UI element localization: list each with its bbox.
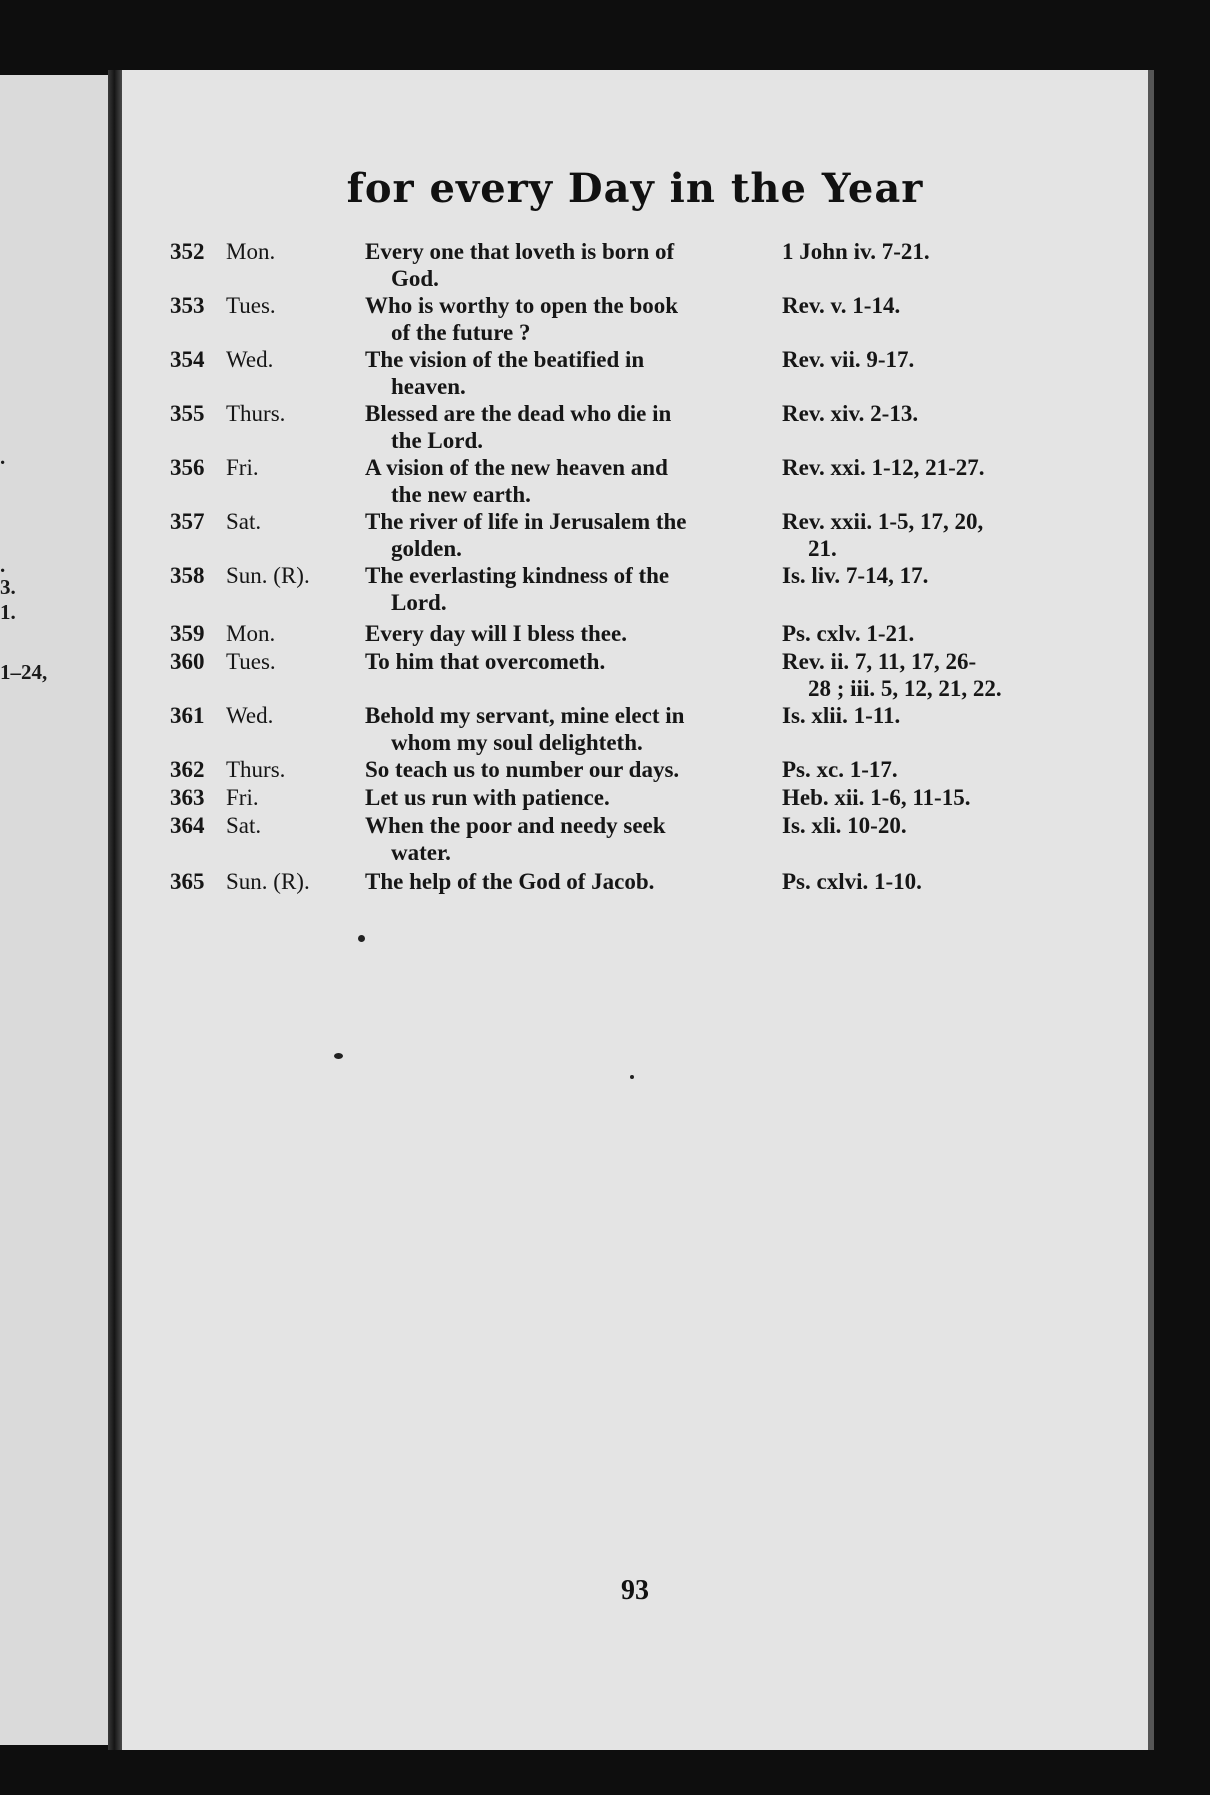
scripture-reference bbox=[782, 812, 1082, 839]
weekday: Thurs. bbox=[226, 757, 286, 782]
day-number: 364 bbox=[170, 813, 205, 838]
theme-line-continued: God. bbox=[391, 266, 439, 291]
ink-speck bbox=[358, 935, 365, 942]
day-number: 353 bbox=[170, 293, 205, 318]
day-number: 359 bbox=[170, 621, 205, 646]
reference-line: Ps. xc. 1-17. bbox=[782, 757, 898, 782]
day-number: 361 bbox=[170, 703, 205, 728]
theme-line: Who is worthy to open the book bbox=[365, 293, 679, 318]
weekday: Wed. bbox=[226, 703, 274, 728]
weekday: Sun. (R). bbox=[226, 869, 310, 894]
reference-line: Heb. xii. 1-6, 11-15. bbox=[782, 785, 971, 810]
weekday: Mon. bbox=[226, 239, 276, 264]
theme-line: Behold my servant, mine elect in bbox=[365, 703, 685, 728]
theme-line: Blessed are the dead who die in bbox=[365, 401, 672, 426]
theme-line-continued: golden. bbox=[391, 536, 462, 561]
reading-theme bbox=[365, 648, 765, 675]
day-number: 354 bbox=[170, 347, 205, 372]
weekday: Tues. bbox=[226, 293, 276, 318]
day-number: 358 bbox=[170, 563, 205, 588]
theme-line-continued: whom my soul delighteth. bbox=[391, 730, 643, 755]
theme-line: To him that overcometh. bbox=[365, 649, 606, 674]
weekday: Fri. bbox=[226, 455, 259, 480]
theme-line-continued: of the future ? bbox=[391, 320, 531, 345]
scripture-reference bbox=[782, 756, 1082, 783]
page-title: for every Day in the Year bbox=[346, 165, 924, 212]
theme-line: The help of the God of Jacob. bbox=[365, 869, 655, 894]
reading-theme bbox=[365, 756, 765, 783]
left-fragment: . bbox=[0, 553, 6, 577]
scripture-reference bbox=[782, 346, 1082, 373]
weekday: Thurs. bbox=[226, 401, 286, 426]
scripture-reference bbox=[782, 454, 1082, 481]
scripture-reference bbox=[782, 562, 1082, 589]
day-number: 365 bbox=[170, 869, 205, 894]
reading-theme bbox=[365, 454, 765, 508]
reading-theme bbox=[365, 508, 765, 562]
reference-line: Rev. v. 1-14. bbox=[782, 293, 901, 318]
reference-line: 1 John iv. 7-21. bbox=[782, 239, 930, 264]
left-fragment: 1–24, bbox=[0, 660, 48, 684]
scripture-reference bbox=[782, 702, 1082, 729]
ink-speck bbox=[334, 1053, 343, 1059]
scripture-reference bbox=[782, 620, 1082, 647]
weekday: Sat. bbox=[226, 509, 262, 534]
theme-line-continued: water. bbox=[391, 840, 451, 865]
reading-theme bbox=[365, 292, 765, 346]
weekday: Sat. bbox=[226, 813, 262, 838]
reference-line: Ps. cxlvi. 1-10. bbox=[782, 869, 922, 894]
theme-line: A vision of the new heaven and bbox=[365, 455, 668, 480]
theme-line: Let us run with patience. bbox=[365, 785, 610, 810]
left-fragment: . bbox=[0, 445, 6, 469]
scripture-reference bbox=[782, 400, 1082, 427]
reference-line: Rev. ii. 7, 11, 17, 26- bbox=[782, 649, 977, 674]
book-gutter bbox=[108, 70, 122, 1750]
reference-line-continued: 21. bbox=[808, 536, 837, 561]
scripture-reference bbox=[782, 784, 1082, 811]
scripture-reference bbox=[782, 238, 1082, 265]
theme-line: The river of life in Jerusalem the bbox=[365, 509, 687, 534]
page-number: 93 bbox=[621, 1575, 649, 1606]
day-number: 362 bbox=[170, 757, 205, 782]
reference-line: Rev. vii. 9-17. bbox=[782, 347, 915, 372]
scripture-reference bbox=[782, 508, 1082, 562]
reading-theme bbox=[365, 400, 765, 454]
day-number: 360 bbox=[170, 649, 205, 674]
reading-theme bbox=[365, 812, 765, 866]
theme-line: When the poor and needy seek bbox=[365, 813, 666, 838]
reference-line: Rev. xiv. 2-13. bbox=[782, 401, 919, 426]
reading-theme bbox=[365, 702, 765, 756]
reference-line: Is. xlii. 1-11. bbox=[782, 703, 901, 728]
theme-line: Every day will I bless thee. bbox=[365, 621, 627, 646]
weekday: Sun. (R). bbox=[226, 563, 310, 588]
book-page bbox=[122, 70, 1154, 1750]
theme-line-continued: heaven. bbox=[391, 374, 466, 399]
left-fragment: 3. bbox=[0, 575, 16, 599]
ink-speck bbox=[630, 1075, 634, 1079]
theme-line: The vision of the beatified in bbox=[365, 347, 645, 372]
weekday: Wed. bbox=[226, 347, 274, 372]
reference-line-continued: 28 ; iii. 5, 12, 21, 22. bbox=[808, 676, 1002, 701]
reference-line: Rev. xxi. 1-12, 21-27. bbox=[782, 455, 985, 480]
theme-line-continued: the Lord. bbox=[391, 428, 483, 453]
weekday: Tues. bbox=[226, 649, 276, 674]
theme-line: So teach us to number our days. bbox=[365, 757, 680, 782]
day-number: 357 bbox=[170, 509, 205, 534]
theme-line-continued: the new earth. bbox=[391, 482, 531, 507]
reference-line: Is. xli. 10-20. bbox=[782, 813, 907, 838]
day-number: 356 bbox=[170, 455, 205, 480]
reading-theme bbox=[365, 620, 765, 647]
scripture-reference bbox=[782, 868, 1082, 895]
reading-theme bbox=[365, 784, 765, 811]
reference-line: Ps. cxlv. 1-21. bbox=[782, 621, 915, 646]
theme-line: Every one that loveth is born of bbox=[365, 239, 675, 264]
day-number: 355 bbox=[170, 401, 205, 426]
weekday: Mon. bbox=[226, 621, 276, 646]
scripture-reference bbox=[782, 648, 1082, 702]
day-number: 363 bbox=[170, 785, 205, 810]
facing-page-edge bbox=[0, 75, 112, 1745]
weekday: Fri. bbox=[226, 785, 259, 810]
theme-line: The everlasting kindness of the bbox=[365, 563, 670, 588]
reading-theme bbox=[365, 238, 765, 292]
reading-theme bbox=[365, 868, 765, 895]
reference-line: Is. liv. 7-14, 17. bbox=[782, 563, 929, 588]
reading-theme bbox=[365, 346, 765, 400]
theme-line-continued: Lord. bbox=[391, 590, 447, 615]
reference-line: Rev. xxii. 1-5, 17, 20, bbox=[782, 509, 984, 534]
scripture-reference bbox=[782, 292, 1082, 319]
reading-theme bbox=[365, 562, 765, 616]
left-fragment: 1. bbox=[0, 600, 16, 624]
day-number: 352 bbox=[170, 239, 205, 264]
